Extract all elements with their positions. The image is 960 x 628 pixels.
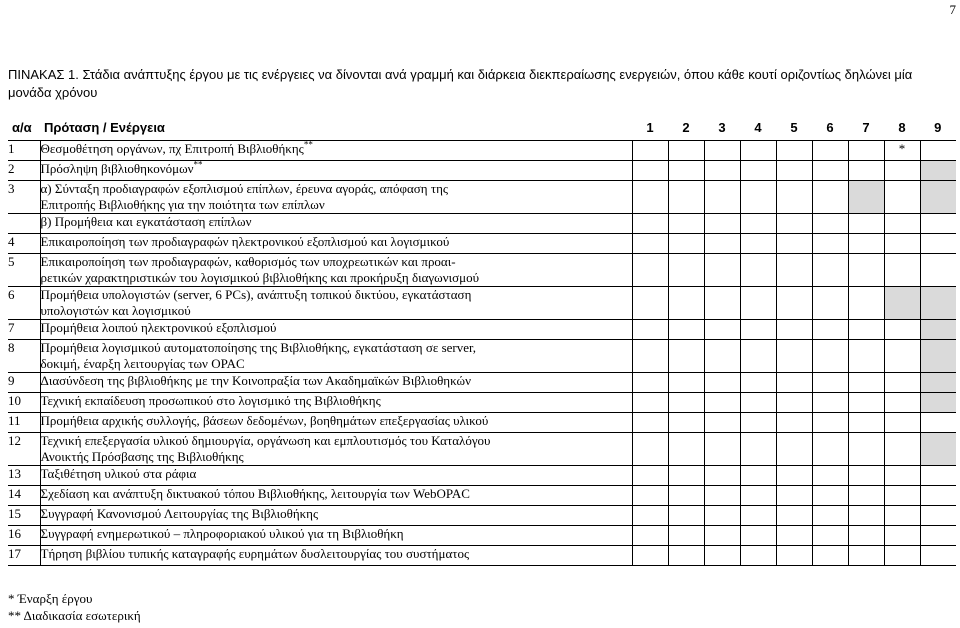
month-cell (884, 340, 920, 373)
month-cell (848, 433, 884, 466)
month-cell (884, 466, 920, 486)
month-cell (776, 486, 812, 506)
month-cell (632, 161, 668, 181)
month-cell (848, 486, 884, 506)
month-cell (704, 320, 740, 340)
row-number: 17 (8, 546, 40, 566)
month-cell (776, 181, 812, 214)
row-number: 12 (8, 433, 40, 466)
month-cell (812, 254, 848, 287)
action-line (41, 356, 632, 372)
action-line-text: Επικαιροποίηση των προδιαγραφών ηλεκτρονικού εξοπλισμού και λογισμικού (40, 234, 450, 249)
action-line-text: Προμήθεια αρχικής συλλογής, βάσεων δεδομένων, βοηθημάτων επεξεργασίας υλικού (40, 413, 489, 428)
month-cell (740, 506, 776, 526)
month-cell (776, 161, 812, 181)
month-cell (848, 254, 884, 287)
month-cell (848, 546, 884, 566)
month-cell (632, 214, 668, 234)
table-row (8, 486, 956, 506)
action-line (41, 141, 632, 157)
header-num: α/α (8, 114, 40, 141)
header-month: 6 (812, 114, 848, 141)
table-row (8, 466, 956, 486)
row-action (40, 181, 632, 214)
row-number: 16 (8, 526, 40, 546)
action-line-text: υπολογιστών και λογισμικού (40, 303, 191, 318)
table-row (8, 287, 956, 320)
month-cell (740, 254, 776, 287)
table-row (8, 141, 956, 161)
action-line (41, 466, 632, 482)
month-cell (704, 141, 740, 161)
page-number: 7 (949, 2, 956, 17)
month-cell (632, 413, 668, 433)
action-line (41, 433, 632, 449)
action-line-text: Ταξιθέτηση υλικού στα ράφια (40, 466, 197, 481)
month-cell (668, 393, 704, 413)
header-month: 9 (920, 114, 956, 141)
month-cell (740, 214, 776, 234)
month-cell (812, 340, 848, 373)
action-line-text: Τήρηση βιβλίου τυπικής καταγραφής ευρημάτων δυσλειτουργίας του συστήματος (40, 546, 470, 561)
action-line (41, 546, 632, 562)
month-cell (920, 526, 956, 546)
action-line-text: Πρόσληψη βιβλιοθηκονόμων (40, 161, 194, 176)
month-cell (668, 181, 704, 214)
month-cell (848, 141, 884, 161)
month-cell (884, 181, 920, 214)
month-cell (920, 393, 956, 413)
month-cell (776, 234, 812, 254)
month-cell (812, 526, 848, 546)
caption-text: Στάδια ανάπτυξης έργου με τις ενέργειες να δίνονται ανά γραμμή και διάρκεια διεκπεραίωσης ενεργειών, όπου κάθε κουτί οριζοντίως δηλώνει μία μονάδα χρόνου (8, 67, 913, 100)
action-line (41, 161, 632, 177)
month-cell (884, 254, 920, 287)
month-cell (632, 287, 668, 320)
action-line-text: β) Προμήθεια και εγκατάσταση επίπλων (40, 214, 252, 229)
action-line-text: Θεσμοθέτηση οργάνων, πχ Επιτροπή Βιβλιοθήκης (40, 141, 304, 156)
month-cell (740, 287, 776, 320)
action-line-text: Διασύνδεση της βιβλιοθήκης με την Κοινοπραξία των Ακαδημαϊκών Βιβλιοθηκών (40, 373, 471, 388)
month-cell (812, 214, 848, 234)
month-cell (740, 433, 776, 466)
month-cell (920, 161, 956, 181)
action-line-text: Προμήθεια υπολογιστών (server, 6 PCs), ανάπτυξη τοπικού δικτύου, εγκατάσταση (40, 287, 472, 302)
header-month: 2 (668, 114, 704, 141)
row-action (40, 546, 632, 566)
month-cell (740, 181, 776, 214)
header-action: Πρόταση / Ενέργεια (40, 114, 632, 141)
month-cell (884, 373, 920, 393)
month-cell (740, 234, 776, 254)
month-cell (668, 413, 704, 433)
row-number: 5 (8, 254, 40, 287)
row-action (40, 506, 632, 526)
month-cell (848, 526, 884, 546)
month-cell (740, 161, 776, 181)
action-line (41, 506, 632, 522)
header-month: 5 (776, 114, 812, 141)
month-cell (920, 433, 956, 466)
month-cell (704, 254, 740, 287)
month-cell (704, 466, 740, 486)
row-number: 13 (8, 466, 40, 486)
month-cell (884, 413, 920, 433)
month-cell (704, 340, 740, 373)
month-cell (812, 373, 848, 393)
table-caption (8, 66, 943, 102)
month-cell (632, 526, 668, 546)
row-number: 8 (8, 340, 40, 373)
row-action (40, 413, 632, 433)
month-cell (920, 234, 956, 254)
month-cell (704, 546, 740, 566)
schedule-table (8, 114, 956, 566)
month-cell (812, 181, 848, 214)
month-cell (884, 546, 920, 566)
month-cell (668, 526, 704, 546)
month-cell (668, 506, 704, 526)
month-cell (740, 373, 776, 393)
month-cell (704, 287, 740, 320)
month-cell (776, 254, 812, 287)
month-cell (704, 181, 740, 214)
month-cell (776, 287, 812, 320)
month-cell (920, 214, 956, 234)
row-action (40, 214, 632, 234)
month-cell (632, 433, 668, 466)
action-line (41, 234, 632, 250)
month-cell (812, 161, 848, 181)
month-cell (740, 526, 776, 546)
month-cell (884, 320, 920, 340)
month-cell: * (884, 141, 920, 161)
month-cell (776, 214, 812, 234)
month-cell (776, 506, 812, 526)
action-line-text: δοκιμή, έναρξη λειτουργίας των OPAC (40, 356, 245, 371)
month-cell (920, 287, 956, 320)
month-cell (884, 161, 920, 181)
row-number: 2 (8, 161, 40, 181)
month-cell (632, 373, 668, 393)
month-cell (848, 373, 884, 393)
month-cell (920, 340, 956, 373)
month-cell (632, 234, 668, 254)
row-number: 9 (8, 373, 40, 393)
row-action (40, 433, 632, 466)
month-cell (884, 526, 920, 546)
month-cell (884, 433, 920, 466)
action-line (41, 526, 632, 542)
month-cell (776, 393, 812, 413)
month-cell (632, 141, 668, 161)
month-cell (812, 393, 848, 413)
month-cell (812, 433, 848, 466)
action-line (41, 214, 632, 230)
month-cell (668, 466, 704, 486)
table-row (8, 161, 956, 181)
action-line-text: Συγγραφή Κανονισμού Λειτουργίας της Βιβλιοθήκης (40, 506, 319, 521)
action-line-text: ρετικών χαρακτηριστικών του λογισμικού βιβλιοθήκης και προκήρυξη διαγωνισμού (40, 270, 480, 285)
footnote-marker: ** (303, 139, 313, 150)
month-cell (920, 506, 956, 526)
row-number: 11 (8, 413, 40, 433)
row-number: 3 (8, 181, 40, 214)
table-row (8, 373, 956, 393)
action-line (41, 320, 632, 336)
action-line-text: Συγγραφή ενημερωτικού – πληροφοριακού υλικού για τη Βιβλιοθήκη (40, 526, 404, 541)
action-line (41, 270, 632, 286)
table-row (8, 546, 956, 566)
action-line-text: Επικαιροποίηση των προδιαγραφών, καθορισμός των υποχρεωτικών και προαι- (40, 254, 456, 269)
month-cell (848, 287, 884, 320)
row-number (8, 214, 40, 234)
table-row (8, 254, 956, 287)
month-cell (920, 320, 956, 340)
action-line (41, 340, 632, 356)
month-cell (812, 234, 848, 254)
month-cell (812, 506, 848, 526)
month-cell (776, 546, 812, 566)
month-cell (632, 546, 668, 566)
month-cell (632, 254, 668, 287)
action-line-text: Τεχνική εκπαίδευση προσωπικού στο λογισμικό της Βιβλιοθήκης (40, 393, 381, 408)
action-line (41, 303, 632, 319)
caption-label: ΠΙΝΑΚΑΣ 1. (8, 67, 79, 82)
month-cell (740, 340, 776, 373)
month-cell (884, 214, 920, 234)
month-cell (704, 506, 740, 526)
row-action (40, 393, 632, 413)
month-cell (812, 486, 848, 506)
month-cell (632, 393, 668, 413)
month-cell (704, 526, 740, 546)
row-number: 14 (8, 486, 40, 506)
month-cell (848, 320, 884, 340)
footnotes (8, 590, 141, 624)
month-cell (776, 433, 812, 466)
month-cell (776, 413, 812, 433)
action-line-text: Προμήθεια λοιπού ηλεκτρονικού εξοπλισμού (40, 320, 277, 335)
month-cell (704, 413, 740, 433)
month-cell (632, 340, 668, 373)
month-cell (740, 486, 776, 506)
month-cell (776, 320, 812, 340)
month-cell (740, 393, 776, 413)
header-month: 7 (848, 114, 884, 141)
month-cell (704, 214, 740, 234)
action-line-text: Επιτροπής Βιβλιοθήκης για την ποιότητα των επίπλων (40, 197, 325, 212)
action-line-text: α) Σύνταξη προδιαγραφών εξοπλισμού επίπλων, έρευνα αγοράς, απόφαση της (40, 181, 449, 196)
row-number: 6 (8, 287, 40, 320)
month-cell (668, 486, 704, 506)
month-cell (632, 320, 668, 340)
table-row (8, 413, 956, 433)
action-line-text: Ανοικτής Πρόσβασης της Βιβλιοθήκης (40, 449, 244, 464)
month-cell (668, 433, 704, 466)
month-cell (668, 254, 704, 287)
row-action (40, 373, 632, 393)
header-month: 3 (704, 114, 740, 141)
month-cell (812, 466, 848, 486)
header-month: 4 (740, 114, 776, 141)
table-row (8, 234, 956, 254)
action-line (41, 181, 632, 197)
month-cell (812, 413, 848, 433)
month-cell (812, 141, 848, 161)
action-line (41, 449, 632, 465)
row-number: 15 (8, 506, 40, 526)
table-row (8, 433, 956, 466)
month-cell (668, 546, 704, 566)
month-cell (668, 214, 704, 234)
month-cell (812, 287, 848, 320)
month-cell (920, 373, 956, 393)
table-row (8, 393, 956, 413)
row-action (40, 526, 632, 546)
month-cell (920, 181, 956, 214)
row-action (40, 340, 632, 373)
month-cell (632, 466, 668, 486)
month-cell (884, 287, 920, 320)
month-cell (740, 141, 776, 161)
row-action (40, 254, 632, 287)
action-line (41, 486, 632, 502)
month-cell (668, 141, 704, 161)
row-action (40, 234, 632, 254)
month-cell (776, 340, 812, 373)
month-cell (848, 234, 884, 254)
table-row (8, 181, 956, 214)
month-cell (632, 181, 668, 214)
table-row (8, 214, 956, 234)
row-action (40, 320, 632, 340)
month-cell (848, 340, 884, 373)
month-cell (812, 546, 848, 566)
row-action (40, 466, 632, 486)
row-number: 10 (8, 393, 40, 413)
month-cell (920, 466, 956, 486)
footnote-marker: ** (193, 159, 203, 170)
month-cell (704, 393, 740, 413)
month-cell (776, 373, 812, 393)
month-cell (668, 161, 704, 181)
month-cell (848, 393, 884, 413)
month-cell (668, 320, 704, 340)
header-month: 1 (632, 114, 668, 141)
action-line-text: Προμήθεια λογισμικού αυτοματοποίησης της Βιβλιοθήκης, εγκατάσταση σε server, (40, 340, 477, 355)
month-cell (884, 486, 920, 506)
month-cell (920, 141, 956, 161)
action-line-text: Σχεδίαση και ανάπτυξη δικτυακού τόπου Βιβλιοθήκης, λειτουργία των WebOPAC (40, 486, 470, 501)
month-cell (632, 506, 668, 526)
month-cell (848, 466, 884, 486)
month-cell (776, 526, 812, 546)
month-cell (848, 214, 884, 234)
month-cell (776, 141, 812, 161)
row-action (40, 287, 632, 320)
month-cell (740, 413, 776, 433)
action-line (41, 413, 632, 429)
month-cell (668, 340, 704, 373)
month-cell (848, 161, 884, 181)
month-cell (920, 486, 956, 506)
month-cell (920, 413, 956, 433)
table-row (8, 340, 956, 373)
action-line (41, 287, 632, 303)
footnote-start: * Έναρξη έργου (8, 591, 93, 606)
month-cell (776, 466, 812, 486)
footnote-internal: ** Διαδικασία εσωτερική (8, 608, 141, 623)
month-cell (704, 486, 740, 506)
row-number: 1 (8, 141, 40, 161)
row-action (40, 486, 632, 506)
table-row (8, 506, 956, 526)
action-line (41, 254, 632, 270)
month-cell (848, 181, 884, 214)
table-row (8, 320, 956, 340)
action-line (41, 373, 632, 389)
month-cell (920, 546, 956, 566)
month-cell (632, 486, 668, 506)
row-number: 4 (8, 234, 40, 254)
month-cell (920, 254, 956, 287)
month-cell (668, 287, 704, 320)
month-cell (704, 373, 740, 393)
month-cell (740, 466, 776, 486)
month-cell (668, 373, 704, 393)
header-row (8, 114, 956, 141)
month-cell (884, 393, 920, 413)
row-action (40, 161, 632, 181)
month-cell (668, 234, 704, 254)
month-cell (812, 320, 848, 340)
month-cell (704, 161, 740, 181)
action-line (41, 393, 632, 409)
month-cell (740, 546, 776, 566)
action-line-text: Τεχνική επεξεργασία υλικού δημιουργία, οργάνωση και εμπλουτισμός του Καταλόγου (40, 433, 491, 448)
row-action (40, 141, 632, 161)
month-cell (740, 320, 776, 340)
month-cell (884, 506, 920, 526)
month-cell (848, 413, 884, 433)
month-cell (884, 234, 920, 254)
action-line (41, 197, 632, 213)
row-number: 7 (8, 320, 40, 340)
schedule-body (8, 141, 956, 566)
header-month: 8 (884, 114, 920, 141)
month-cell (704, 433, 740, 466)
table-row (8, 526, 956, 546)
month-cell (704, 234, 740, 254)
month-cell (848, 506, 884, 526)
